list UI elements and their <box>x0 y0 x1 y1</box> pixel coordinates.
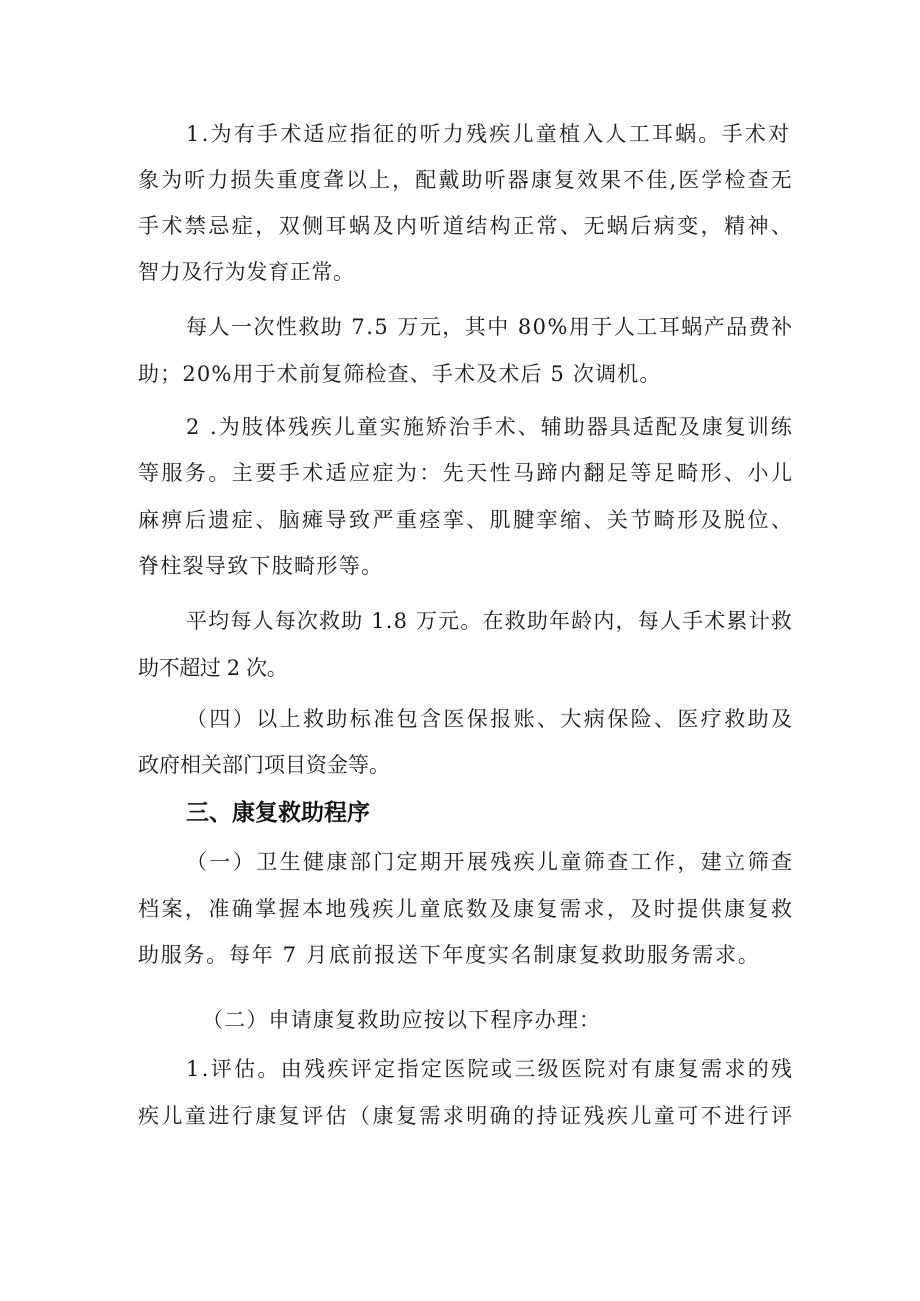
text-line: 助不超过 2 次。 <box>138 656 288 680</box>
text-line: 政府相关部门项目资金等。 <box>138 753 390 777</box>
text-line: 疾儿童进行康复评估（康复需求明确的持证残疾儿童可不进行评 <box>138 1104 795 1128</box>
text-line: 助服务。每年 7 月底前报送下年度实名制康复救助服务需求。 <box>138 943 761 967</box>
text-line: 等服务。主要手术适应症为：先天性马蹄内翻足等足畸形、小儿 <box>138 461 795 485</box>
section-heading: 三、康复救助程序 <box>186 800 370 826</box>
text-line: 助；20%用于术前复筛检查、手术及术后 5 次调机。 <box>138 362 662 386</box>
text-line: 脊柱裂导致下肢畸形等。 <box>138 554 384 578</box>
text-line: 档案，准确掌握本地残疾儿童底数及康复需求，及时提供康复救 <box>138 897 795 921</box>
text-line: 智力及行为发育正常。 <box>138 260 355 284</box>
text-line: （四）以上救助标准包含医保报账、大病保险、医疗救助及 <box>186 707 795 731</box>
text-line: 象为听力损失重度聋以上，配戴助听器康复效果不佳,医学检查无 <box>138 168 794 192</box>
text-line: （二）申请康复救助应按以下程序办理： <box>202 1008 602 1032</box>
text-line: 麻痹后遗症、脑瘫导致严重痉挛、肌腱挛缩、关节畸形及脱位、 <box>138 508 795 532</box>
text-line: （一）卫生健康部门定期开展残疾儿童筛查工作，建立筛查 <box>186 850 795 874</box>
text-line: 平均每人每次救助 1.8 万元。在救助年龄内，每人手术累计救 <box>186 609 793 633</box>
text-line: 1.评估。由残疾评定指定医院或三级医院对有康复需求的残 <box>186 1057 795 1081</box>
text-line: 手术禁忌症，双侧耳蜗及内听道结构正常、无蜗后病变，精神、 <box>138 214 795 238</box>
text-line: 2 .为肢体残疾儿童实施矫治手术、辅助器具适配及康复训练 <box>186 415 794 439</box>
text-line: 1.为有手术适应指征的听力残疾儿童植入人工耳蜗。手术对 <box>186 122 792 146</box>
text-line: 每人一次性救助 7.5 万元，其中 80%用于人工耳蜗产品费补 <box>186 315 794 339</box>
